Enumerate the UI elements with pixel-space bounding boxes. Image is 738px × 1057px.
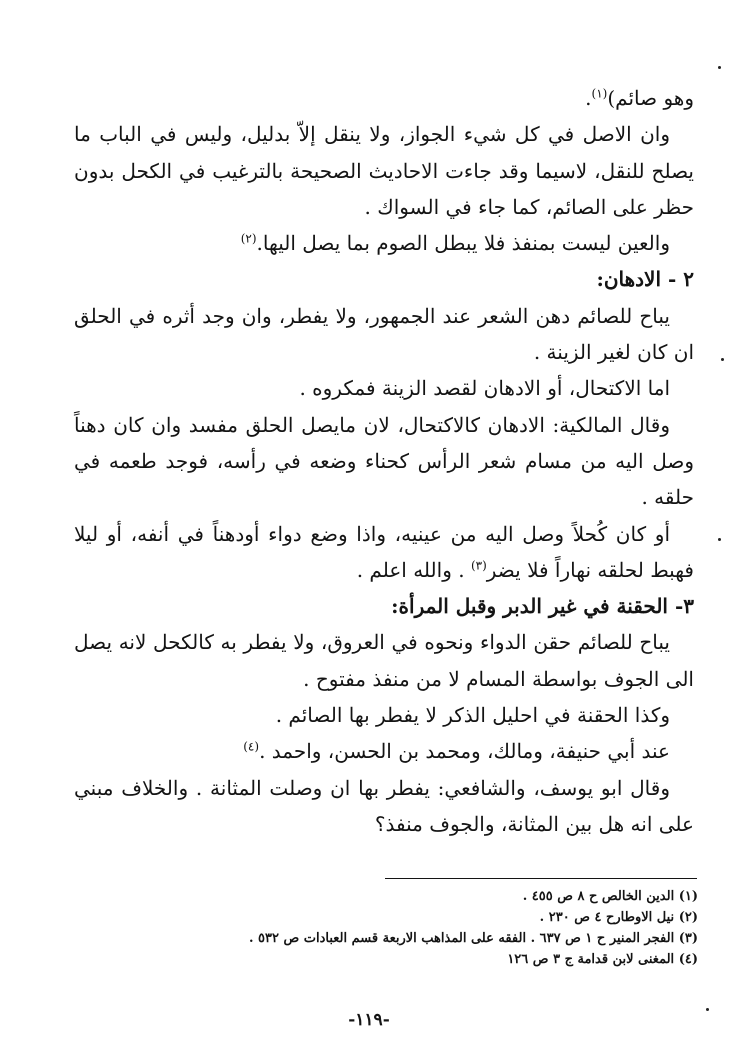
scan-speck [718, 66, 721, 69]
scan-speck [706, 1008, 709, 1011]
footnote-separator [385, 878, 697, 879]
paragraph-text: عند أبي حنيفة، ومالك، ومحمد بن الحسن، واحمد . [259, 739, 670, 764]
paragraph-text: وهو صائم) [607, 86, 694, 110]
paragraph-11 [74, 697, 694, 733]
paragraph-text: اما الاكتحال، أو الادهان لقصد الزينة فمكروه . [299, 376, 670, 401]
paragraph-1 [74, 80, 694, 116]
paragraph-2 [74, 116, 694, 225]
paragraph-10 [74, 624, 694, 697]
paragraph-text: وكذا الحقنة في احليل الذكر لا يفطر بها الصائم . [275, 703, 670, 728]
paragraph-text: أو كان كُحلاً وصل اليه من عينيه، واذا وضع دواء أودهناً في أنفه، أو ليلا فهبط لحلقه نهاراً فلا يضر [74, 521, 694, 582]
heading-text: ٣- الحقنة في غير الدبر وقبل المرأة: [391, 594, 694, 619]
footnote-2: (٢) نيل الاوطارح ٤ ص ٢٣٠ . [539, 910, 698, 925]
scan-speck [721, 358, 724, 361]
paragraph-12 [74, 733, 694, 769]
body-text [74, 80, 694, 842]
heading-text: ٢ - الادهان: [596, 267, 694, 292]
page-number: -١١٩- [348, 1010, 390, 1030]
paragraph-text: يباح للصائم حقن الدواء ونحوه في العروق، ولا يفطر به كالكحل لانه يصل الى الجوف بواسطة المسام لا من منفذ مفتوح . [74, 630, 694, 691]
footnote-ref-3: (٣) [470, 558, 487, 573]
footnote-1: (١) الدين الخالص ح ٨ ص ٤٥٥ . [522, 889, 698, 904]
footnote-4: (٤) المغنى لابن قدامة ج ٣ ص ١٢٦ [507, 952, 698, 967]
section-heading-oils [74, 261, 694, 297]
footnote-ref-2: (٢) [240, 231, 257, 246]
paragraph-tail: . والله اعلم . [356, 557, 471, 582]
paragraph-text: وقال ابو يوسف، والشافعي: يفطر بها ان وصلت المثانة . والخلاف مبني على انه هل بين المثانة، والجوف منفذ؟ [74, 775, 694, 836]
paragraph-text: وقال المالكية: الادهان كالاكتحال، لان مايصل الحلق مفسد وان كان دهناً وصل اليه من مسام شعر الرأس كحناء وضعه في رأسه، فوجد طعمه في حلقه . [74, 412, 694, 510]
paragraph-5 [74, 298, 694, 371]
paragraph-tail: . [585, 86, 592, 110]
footnote-ref-1: (١) [591, 86, 608, 101]
paragraph-8 [74, 516, 694, 589]
paragraph-text: وان الاصل في كل شيء الجواز، ولا ينقل إلاّ بدليل، وليس في الباب ما يصلح للنقل، لاسيما وقد جاءت الاحاديث الصحيحة بالترغيب في الكحل بدون حظر على الصائم، كما جاء في السواك . [74, 122, 694, 219]
paragraph-3 [74, 225, 694, 261]
paragraph-13 [74, 770, 694, 843]
footnote-ref-4: (٤) [243, 739, 260, 754]
section-heading-injection [74, 588, 694, 624]
footnote-3: (٣) الفجر المنير ح ١ ص ٦٣٧ . الفقه على المذاهب الاربعة قسم العبادات ص ٥٣٢ . [248, 931, 698, 946]
paragraph-6 [74, 370, 694, 406]
scan-speck [718, 538, 721, 541]
footnotes [120, 886, 698, 970]
paragraph-7 [74, 407, 694, 516]
paragraph-text: يباح للصائم دهن الشعر عند الجمهور، ولا يفطر، وان وجد أثره في الحلق ان كان لغير الزينة . [74, 303, 694, 365]
paragraph-text: والعين ليست بمنفذ فلا يبطل الصوم بما يصل اليها. [256, 231, 670, 256]
